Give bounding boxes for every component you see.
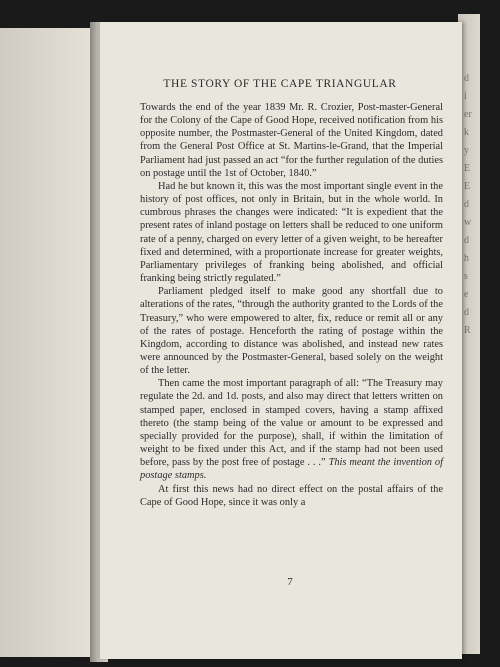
facing-page-letter: i [464, 91, 467, 102]
paragraph-4-text: Then came the most important paragraph of all: “The Treasury may regulate the 2d. and 1d. posts, and also may direct that letters written on stamped paper, enclosed in stamped covers, having a stamp affixed thereto (the stamp being of the value or amount to be expressed and specially provided for the purpose), shall, if within the limitation of weight to be fixed under this Act, and if the stamp had not been used before, pass by the post free of postage . . .” [140, 378, 443, 469]
facing-page-letters [464, 70, 478, 340]
paragraph-3: Parliament pledged itself to make good any shortfall due to alterations of the rates, “through the authority granted to the Lords of the Treasury,” who were empowered to alter, fix, reduce or remit all or any of the rates of postage. Henceforth the rating of postage within the Kingdom, according to distance was abolished, and instead new rates were announced by the Postmaster-General, based solely on the weight of the letter. [140, 286, 443, 377]
facing-page-letter: d [464, 307, 469, 318]
paragraph-5: At first this news had no direct effect on the postal affairs of the Cape of Good Hope, since it was only a [140, 483, 443, 508]
facing-page-letter: R [464, 325, 471, 336]
body-text [140, 101, 443, 509]
facing-page-left [0, 28, 96, 657]
facing-page-letter: h [464, 253, 469, 264]
paragraph-1: Towards the end of the year 1839 Mr. R. Crozier, Post-master-General for the Colony of the Cape of Good Hope, received notification from his opposite number, the Postmaster-General of the United Kingdom, dated from the General Post Office at St. Martins-le-Grand, that the Imperial Parliament had just passed an act “for the further regulation of the duties on postage until the 1st of October, 1840.” [140, 102, 443, 179]
facing-page-letter: E [464, 181, 471, 192]
facing-page-letter: k [464, 127, 469, 138]
facing-page-letter: e [464, 289, 469, 300]
facing-page-letter: d [464, 73, 469, 84]
facing-page-letter: d [464, 235, 469, 246]
facing-page-letter: s [464, 271, 468, 282]
facing-page-letter: y [464, 145, 469, 156]
paragraph-2: Had he but known it, this was the most important single event in the history of post offices, not only in Britain, but in the whole world. In cumbrous phrases the changes were indicated: “It is expedient that the present rates of inland postage on letters shall be reduced to one uniform rate of a penny, charged on every letter of a given weight, to be hereafter fixed and determined, with a proportionate increase for greater weights, Parliamentary privileges of franking being abolished, and official franking being strictly regulated.” [140, 180, 443, 285]
paragraph-4 [140, 377, 443, 482]
running-header: THE STORY OF THE CAPE TRIANGULAR [163, 78, 397, 90]
facing-page-letter: w [464, 217, 472, 228]
emphasis-text: This meant the invention of postage stamps. [140, 457, 443, 482]
page-number: 7 [287, 576, 293, 588]
facing-page-letter: E [464, 163, 471, 174]
facing-page-letter: er [464, 109, 472, 120]
facing-page-letter: d [464, 199, 469, 210]
